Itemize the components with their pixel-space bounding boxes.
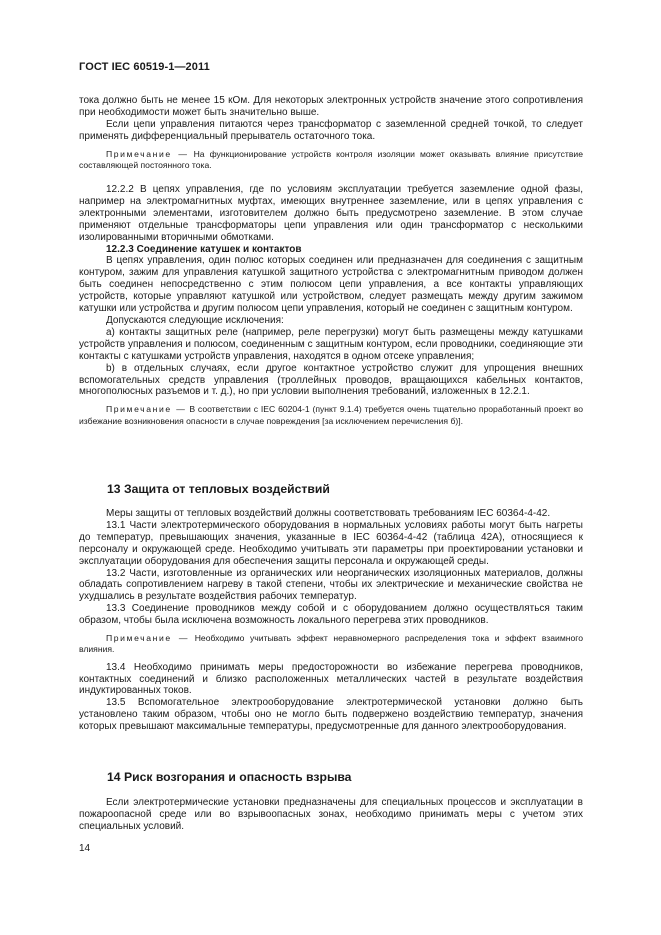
clause-12-2-3-text: В цепях управления, один полюс которых соединен или предназначен для соединения с защитным контуром, зажим для управления катушкой защитного устройства с электромагнитным приводом должен быть соединен непосредственно с этим полюсом цепи управления, а все контакты управляющих устройств, которые управляют катушкой или устройством, следует размещать между другим зажимом катушки или устройства и другим полюсом цепи управления, который не соединен с защитным контуром.	[79, 255, 583, 315]
clause-13-3: 13.3 Соединение проводников между собой и с оборудованием должно осуществляться таким образом, чтобы была исключена возможность локального перегрева этих проводников.	[79, 603, 583, 627]
intro-block	[79, 95, 583, 171]
note-label: Примечание —	[106, 148, 189, 159]
clause-12-2-3-heading: 12.2.3 Соединение катушек и контактов	[106, 243, 302, 255]
section-14-title: 14 Риск возгорания и опасность взрыва	[107, 770, 352, 784]
section-13-intro: Меры защиты от тепловых воздействий должны соответствовать требованиям IEC 60364-4-42.	[106, 508, 551, 519]
clause-13-5: 13.5 Вспомогательное электрооборудование электротермической установки должно быть установлено таким образом, чтобы оно не могло быть подвержено воздействию температур, значения которых превышают максимальные температуры, предусмотренные для данного электрооборудования.	[79, 697, 583, 733]
document-header: ГОСТ IEC 60519-1—2011	[79, 61, 210, 73]
clause-13-1: 13.1 Части электротермического оборудования в нормальных условиях работы могут быть нагреты до температур, превышающих значения, указанные в IEC 60364-4-42 (таблица 42А), относящиеся к персоналу и окружающей среде. Необходимо учитывать эти параметры при проектировании установки и эксплуатации оборудования для обеспечения защиты персонала и окружающей среды.	[79, 519, 583, 567]
section-13-title: 13 Защита от тепловых воздействий	[107, 482, 330, 496]
clause-13-4: 13.4 Необходимо принимать меры предосторожности во избежание перегрева проводников, контактных соединений и близко расположенных металлических частей в результате воздействия индуктированных токов.	[79, 661, 583, 697]
clause-12-2-block	[79, 184, 583, 427]
section-13-block	[79, 508, 583, 733]
note-text: Необходимо учитывать эффект неравномерного распределения тока и эффект взаимного влияния.	[79, 633, 583, 655]
exceptions-intro: Допускаются следующие исключения:	[106, 314, 284, 326]
clause-12-2-2: 12.2.2 В цепях управления, где по условиям эксплуатации требуется заземление одной фазы, например на электромагнитных муфтах, имеющих внутреннее заземление, или в цепях управления с электронными элементами, изготовителем должно быть предусмотрено заземление. В этом случае применяют отдельные трансформаторы цепи управления или один трансформатор с несколькими изолированными вторичными обмотками.	[79, 184, 583, 243]
exception-b: b) в отдельных случаях, если другое контактное устройство служит для упрощения внешних вспомогательных средств управления (троллейных проводов, вращающихся кабельных контактов, многополюсных разъемов и т. д.), но при условии выполнения требований, изложенных в 12.2.1.	[79, 362, 583, 398]
exception-a: a) контакты защитных реле (например, реле перегрузки) могут быть размещены между катушками устройств управления и полюсом, соединенным с защитным контуром, если проводники, соединяющие эти контакты с катушками устройств управления, находятся в одном отсеке управления;	[79, 326, 583, 362]
note-iec-60204	[79, 404, 583, 427]
note-text: В соответствии с IEC 60204-1 (пункт 9.1.4) требуется очень тщательно проработанный проект во избежание возникновения опасности в случае повреждения [за исключением перечисления б)].	[79, 404, 584, 426]
note-label: Примечание —	[106, 633, 190, 644]
paragraph-transformer: Если цепи управления питаются через трансформатор с заземленной средней точкой, то следует применять дифференциальный прерыватель остаточного тока.	[79, 118, 583, 142]
page-number: 14	[79, 843, 91, 854]
clause-13-2: 13.2 Части, изготовленные из органических или неорганических изоляционных материалов, должны обладать сопротивлением нагреву в такой степени, чтобы их электрические и механические свойства не ухудшались в результате воздействия рабочих температур.	[79, 567, 583, 603]
note-text: На функционирование устройств контроля изоляции может оказывать влияние присутствие составляющей постоянного тока.	[79, 148, 583, 170]
section-14-text: Если электротермические установки предназначены для специальных процессов и эксплуатации в пожароопасной среде или во взрывоопасных зонах, необходимо принимать меры с учетом этих специальных условий.	[79, 797, 583, 832]
paragraph-continuation: тока должно быть не менее 15 кОм. Для некоторых электронных устройств значение этого сопротивления при необходимости может быть значительно выше.	[79, 95, 583, 118]
note-insulation	[79, 149, 583, 172]
note-label: Примечание —	[106, 404, 187, 415]
note-current-distribution	[79, 633, 583, 656]
section-14-block	[79, 797, 583, 833]
